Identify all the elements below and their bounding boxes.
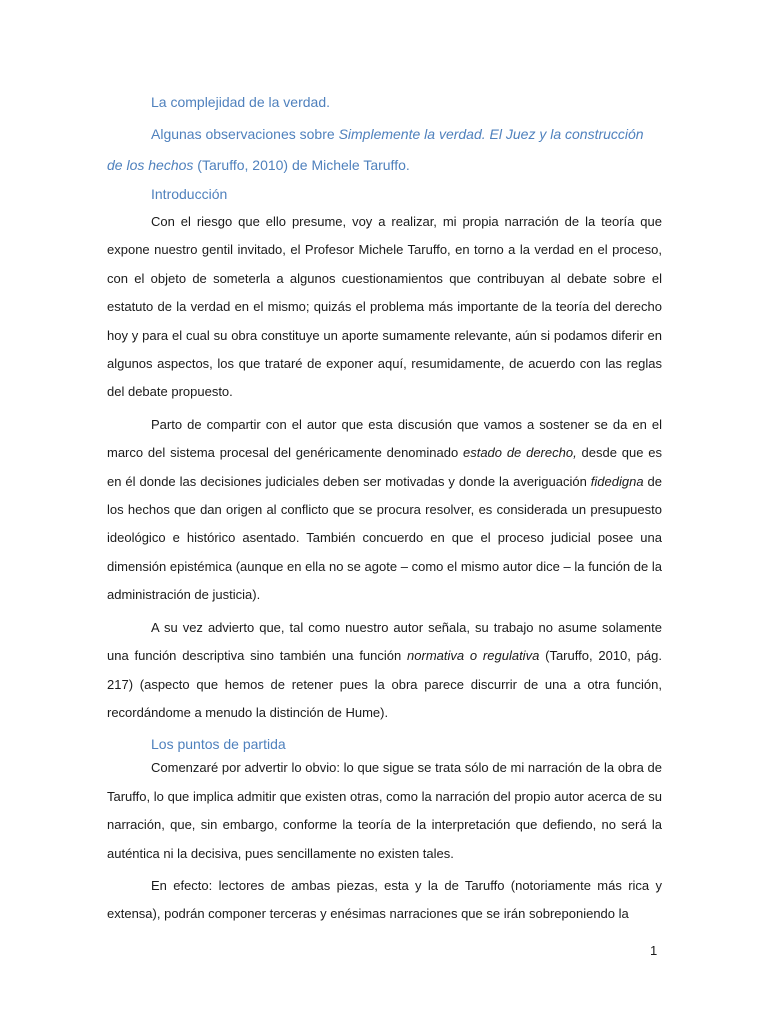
paragraph-3	[107, 614, 662, 728]
paragraph-2-text-a: Parto de compartir con el autor que esta discusión que vamos a sostener se da en el marco del sistema procesal del genéricamente denominado	[107, 416, 662, 461]
subtitle-prefix: Algunas observaciones sobre	[151, 126, 339, 142]
paragraph-2-text-c: de los hechos que dan origen al conflicto que se procura resolver, es considerada un presupuesto ideológico e histórico asentado. También concuerdo en que el proceso judicial posee una dimensión epistémica (aunque en ella no se agote – como el mismo autor dice – la función de la administración de justicia).	[107, 473, 663, 603]
subtitle-suffix: (Taruffo, 2010) de Michele Taruffo.	[193, 157, 410, 173]
paragraph-3-italic-a: normativa o regulativa	[407, 648, 540, 664]
document-subtitle	[107, 119, 662, 181]
subtitle-work-title: Simplemente la verdad. El Juez y la construcción de los hechos	[107, 126, 644, 173]
paragraph-2	[107, 411, 662, 610]
paragraph-2-text-b: desde que es en él donde las decisiones judiciales deben ser motivadas y donde la averiguación	[107, 445, 662, 489]
paragraph-2-italic-b: fidedigna	[590, 473, 644, 489]
paragraph-2-italic-a: estado de derecho,	[462, 445, 577, 461]
section-heading-introduccion: Introducción	[151, 186, 228, 202]
page-number: 1	[650, 943, 658, 958]
document-page	[107, 88, 662, 933]
paragraph-3-text-a: A su vez advierto que, tal como nuestro autor señala, su trabajo no asume solamente una función descriptiva sino también una función	[107, 619, 662, 664]
paragraph-3-text-b: (Taruffo, 2010, pág. 217) (aspecto que hemos de retener pues la obra parece discurrir de una a otra función, recordándome a menudo la distinción de Hume).	[107, 648, 662, 720]
paragraph-4: Comenzaré por advertir lo obvio: lo que sigue se trata sólo de mi narración de la obra de Taruffo, lo que implica admitir que existen otras, como la narración del propio autor acerca de su narración, que, sin embargo, conforme la teoría de la interpretación que defiendo, no será la auténtica ni la decisiva, pues sencillamente no existen tales.	[107, 760, 662, 861]
document-title: La complejidad de la verdad.	[151, 94, 331, 110]
paragraph-5: En efecto: lectores de ambas piezas, esta y la de Taruffo (notoriamente más rica y extensa), podrán componer terceras y enésimas narraciones que se irán sobreponiendo la	[107, 877, 662, 922]
section-heading-puntos-de-partida: Los puntos de partida	[151, 736, 286, 753]
paragraph-1: Con el riesgo que ello presume, voy a realizar, mi propia narración de la teoría que expone nuestro gentil invitado, el Profesor Michele Taruffo, en torno a la verdad en el proceso, con el objeto de someterla a algunos cuestionamientos que contribuyan al debate sobre el estatuto de la verdad en el mismo; quizás el problema más importante de la teoría del derecho hoy y para el cual su obra constituye un aporte sumamente relevante, aún si podamos diferir en algunos aspectos, los que trataré de exponer aquí, resumidamente, de acuerdo con las reglas del debate propuesto.	[107, 214, 662, 400]
